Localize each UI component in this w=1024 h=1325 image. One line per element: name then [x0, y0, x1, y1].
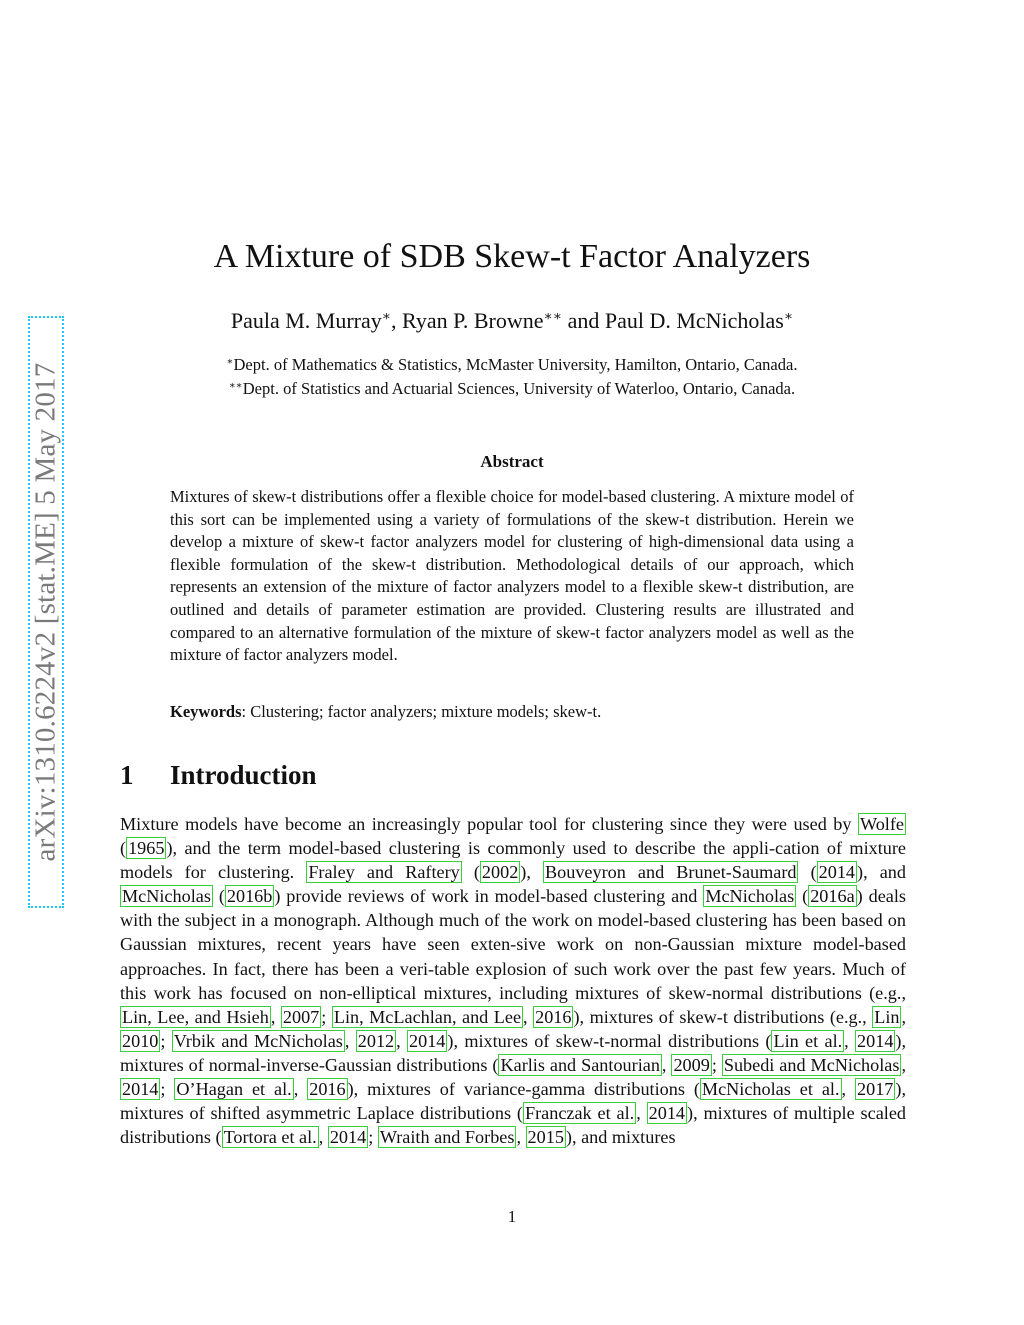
affiliation [0, 355, 1024, 375]
paragraph-text: , [661, 1054, 672, 1075]
section-title: Introduction [170, 760, 317, 790]
page-number: 1 [507, 1207, 517, 1226]
citation-link[interactable]: 2002 [481, 862, 519, 883]
citation-link[interactable]: Subedi and McNicholas [723, 1054, 900, 1075]
abstract-body: Mixtures of skew-t distributions offer a flexible choice for model-based clustering. A mixture model of this sort can be implemented using a variety of formulations of the skew-t distribution. Herein we develop a mixture of skew-t factor analyzers model for clustering of high-dimensional data using a flexible formulation of the skew-t distribution. Methodological details of our approach, which represents an extension of the mixture of factor analyzers model to a flexible skew-t distribution, are outlined and details of parameter estimation are provided. Clustering results are illustrated and compared to an alternative formulation of the mixture of skew-t factor analyzers model as well as the mixture of factor analyzers model. [170, 487, 854, 665]
citation-link[interactable]: 2016 [535, 1006, 572, 1027]
citation-link[interactable]: Karlis and Santourian [500, 1054, 660, 1075]
citation-link[interactable]: Lin et al. [773, 1030, 843, 1051]
paragraph-text: , [270, 1006, 281, 1027]
affiliation-text: Dept. of Statistics and Actuarial Sciences, University of Waterloo, Ontario, Canada. [242, 379, 796, 398]
citation-link[interactable]: 2016 [309, 1079, 346, 1100]
paragraph-text: ), mixtures of skew-t distributions (e.g., [573, 1006, 873, 1027]
paragraph-text: , [318, 1127, 328, 1148]
section-number: 1 [120, 760, 134, 790]
author-name: Ryan P. Browne [402, 308, 544, 333]
citation-link[interactable]: 2015 [527, 1127, 564, 1148]
author-separator: , [391, 308, 403, 333]
affiliation-mark: ∗ [226, 356, 234, 368]
citation-link[interactable]: McNicholas et al. [701, 1079, 840, 1100]
affiliation-text: Dept. of Mathematics & Statistics, McMaster University, Hamilton, Ontario, Canada. [233, 355, 798, 374]
citation-link[interactable]: Fraley and Raftery [308, 862, 460, 883]
citation-link[interactable]: 1965 [128, 838, 165, 859]
paragraph-text: , [344, 1030, 356, 1051]
paragraph-text: ( [798, 862, 817, 883]
author-name: Paul D. McNicholas [604, 308, 784, 333]
paragraph-text: , [844, 1030, 856, 1051]
citation-link[interactable]: 2014 [818, 862, 856, 883]
citation-link[interactable]: 2016b [226, 886, 273, 907]
citation-link[interactable]: Lin, McLachlan, and Lee [333, 1006, 522, 1027]
citation-link[interactable]: 2014 [409, 1030, 446, 1051]
author-list [0, 308, 1024, 334]
paragraph-text: ( [212, 886, 225, 907]
paragraph-text: ), mixtures of multiple scaled distributions ( [120, 1103, 907, 1148]
citation-link[interactable]: Wraith and Forbes [379, 1127, 515, 1148]
citation-link[interactable]: 2014 [648, 1103, 686, 1124]
paragraph-text: , [901, 1006, 907, 1027]
paragraph-text: ; [160, 1079, 175, 1100]
paragraph-text: ), and [857, 862, 906, 883]
citation-link[interactable]: Lin [874, 1006, 900, 1027]
citation-link[interactable]: 2017 [857, 1079, 894, 1100]
paper-title: A Mixture of SDB Skew-t Factor Analyzers [213, 238, 811, 275]
affiliation [0, 379, 1024, 399]
paragraph-text: , [841, 1079, 856, 1100]
paragraph-text: ; [321, 1006, 332, 1027]
citation-link[interactable]: Bouveyron and Brunet-Saumard [545, 862, 797, 883]
paragraph-text: ( [796, 886, 809, 907]
citation-link[interactable]: 2016a [810, 886, 855, 907]
paragraph-text: ), mixtures of variance-gamma distributions ( [347, 1079, 700, 1100]
author-separator: and [562, 308, 605, 333]
paragraph-text: , [293, 1079, 308, 1100]
author-affil-mark: ∗ [381, 308, 392, 324]
citation-link[interactable]: 2010 [122, 1030, 159, 1051]
paragraph-text: ; [368, 1127, 378, 1148]
paragraph-text: , [396, 1030, 408, 1051]
paragraph-text: , [901, 1054, 906, 1075]
paragraph-text: ), and the term model-based clustering is commonly used to describe the appli-cation of mixture models for clustering. [120, 838, 906, 883]
paragraph-text: ), mixtures of normal-inverse-Gaussian distributions ( [120, 1030, 907, 1075]
paragraph-text: ), mixtures of shifted asymmetric Laplace distributions ( [120, 1079, 906, 1124]
abstract-heading: Abstract [480, 452, 544, 471]
citation-link[interactable]: 2007 [282, 1006, 320, 1027]
paragraph-text: ) deals with the subject in a monograph. Although much of the work on model-based clustering has been based on Gaussian mixtures, recent years have seen exten-sive work on non-Gaussian mixture model-based approaches. In fact, there has been a veri-table explosion of such work over the past few years. Much of this work has focused on non-elliptical mixtures, including mixtures of skew-normal distributions (e.g., [120, 886, 906, 1003]
paragraph-text: ), [520, 862, 543, 883]
citation-link[interactable]: 2014 [329, 1127, 367, 1148]
paragraph-text: ( [461, 862, 480, 883]
paragraph-text: Mixture models have become an increasingly popular tool for clustering since they were used by [120, 814, 858, 834]
citation-link[interactable]: 2009 [673, 1054, 710, 1075]
introduction-paragraph [120, 812, 906, 1149]
author-affil-mark: ∗∗ [543, 308, 563, 324]
paragraph-text: , [516, 1127, 526, 1148]
paragraph-text: ; [160, 1030, 172, 1051]
paragraph-text: ( [120, 838, 127, 859]
paragraph-text: , [636, 1103, 647, 1124]
citation-link[interactable]: O’Hagan et al. [176, 1079, 292, 1100]
citation-link[interactable]: 2012 [357, 1030, 395, 1051]
keywords-label: Keywords [170, 702, 242, 721]
affiliation-mark: ∗∗ [228, 380, 243, 392]
keywords [170, 702, 870, 722]
keywords-list: : Clustering; factor analyzers; mixture models; skew-t. [241, 702, 602, 721]
citation-link[interactable]: McNicholas [122, 886, 211, 907]
citation-link[interactable]: Wolfe [860, 814, 904, 834]
citation-link[interactable]: 2014 [857, 1030, 894, 1051]
paragraph-text: , [523, 1006, 534, 1027]
arxiv-identifier[interactable]: arXiv:1310.6224v2 [stat.ME] 5 May 2017 [29, 362, 62, 862]
paragraph-text: ) provide reviews of work in model-based clustering and [274, 886, 704, 907]
paragraph-text: ), and mixtures [565, 1127, 676, 1148]
arxiv-side-stamp[interactable] [28, 316, 64, 908]
citation-link[interactable]: Lin, Lee, and Hsieh [122, 1006, 269, 1027]
paragraph-text: ), mixtures of skew-t-normal distributions ( [447, 1030, 772, 1051]
citation-link[interactable]: Franczak et al. [524, 1103, 635, 1124]
author-name: Paula M. Murray [230, 308, 382, 333]
paragraph-text: ; [711, 1054, 722, 1075]
citation-link[interactable]: Tortora et al. [223, 1127, 317, 1148]
citation-link[interactable]: McNicholas [705, 886, 795, 907]
author-affil-mark: ∗ [783, 308, 794, 324]
citation-link[interactable]: Vrbik and McNicholas [173, 1030, 343, 1051]
citation-link[interactable]: 2014 [122, 1079, 159, 1100]
